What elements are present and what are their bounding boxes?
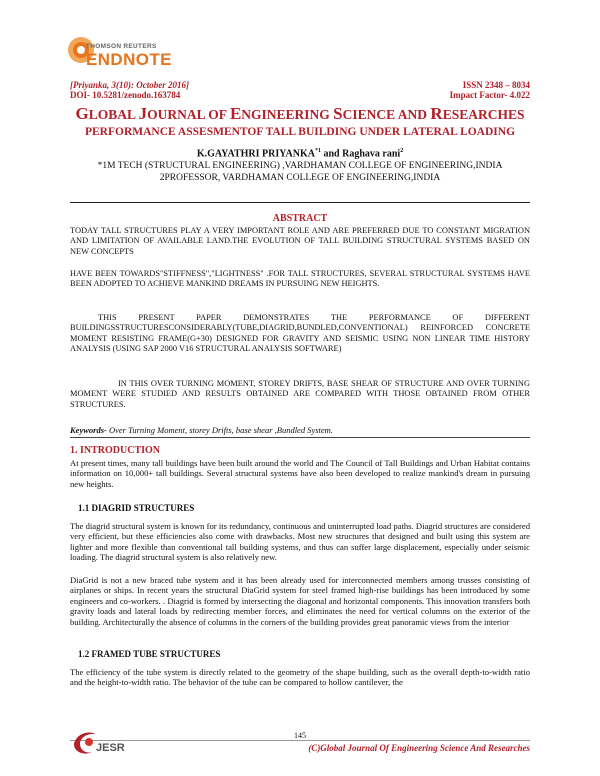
diagrid-paragraph-2: DiaGrid is not a new braced tube system and it has been already used for interconnected members among trusses consisting of airplanes or ships. In recent years the structural DiaGrid system for steel framed high-rise buildings has been introduced by some engineers and co-workers. . Diagrid is formed by intersecting the diagonal and horizontal components. This innovation transfers both gravity loads and lateral loads by redirecting member forces, and eliminates the need for vertical columns on the exterior of the building. Architecturally the absence of columns in the corners of the building provides great panoramic views from the interior	[70, 575, 530, 627]
affiliation-1: *1M TECH (STRUCTURAL ENGINEERING) ,VARDHAMAN COLLEGE OF ENGINEERING,INDIA	[97, 161, 503, 171]
header-divider	[70, 202, 530, 203]
introduction-text: At present times, many tall buildings have been built around the world and The Council of Tall Buildings and Urban Habitat contains information on 10,000+ tall buildings. Several structural systems have also been developed to realize mankind's dream in pursuing new heights.	[70, 458, 530, 489]
logo-publisher: THOMSON REUTERS	[86, 43, 157, 50]
citation: [Priyanka, 3(10): October 2016]	[70, 80, 189, 90]
section-introduction-title: 1. INTRODUCTION	[70, 445, 161, 456]
page-number: 145	[294, 731, 306, 740]
keywords: Keywords- Over Turning Moment, storey Drifts, base shear ,Bundled System.	[70, 425, 333, 435]
footer-copyright: (C)Global Journal Of Engineering Science And Researches	[308, 743, 530, 753]
abstract-paragraph-3: THIS PRESENT PAPER DEMONSTRATES THE PERFORMANCE OF DIFFERENT BUILDINGSSTRUCTURESCONSIDERABLY(TUBE,DIAGRID,BUNDLED,CONVENTIONAL) REINFORCED CONCRETE MOMENT RESISTING FRAME(G+30) DESIGNED FOR GRAVITY AND SEISMIC USING NON LINEAR TIME HISTORY ANALYSIS (USING SAP 2000 V16 STRUCTURAL ANALYSIS SOFTWARE)	[70, 313, 530, 354]
impact-factor: Impact Factor- 4.022	[449, 90, 530, 100]
endnote-logo	[66, 30, 186, 72]
abstract-paragraph-2: HAVE BEEN TOWARDS"STIFFNESS","LIGHTNESS" .FOR TALL STRUCTURES, SEVERAL STRUCTURAL SYSTEMS HAVE BEEN ADOPTED TO ACHIEVE MANKIND DREAMS IN PURSUING NEW HEIGHTS.	[70, 269, 530, 289]
doi: DOI- 10.5281/zenodo.163784	[70, 90, 181, 100]
abstract-heading: ABSTRACT	[272, 213, 328, 224]
diagrid-paragraph-1: The diagrid structural system is known for its redundancy, continuous and uninterrupted load paths. Diagrid structures are considered very efficient, but these efficiencies also come with drawbacks. Most new structures that designed and built using this system are lighter and more flexible than conventional tall building systems, and thus can suffer large displacement, especially under seismic loading. The diagrid structural system is also relatively new.	[70, 521, 530, 563]
abstract-paragraph-1: TODAY TALL STRUCTURES PLAY A VERY IMPORTANT ROLE AND ARE PREFERRED DUE TO CONSTANT MIGRATION AND LIMITATION OF AVAILABLE LAND.THE EVOLUTION OF TALL BUILDING STRUCTURAL SYSTEMS BASED ON NEW CONCEPTS	[70, 226, 530, 256]
authors: K.GAYATHRI PRIYANKA$^{*1}$ and Raghava rani$^2$	[196, 148, 404, 160]
affiliation-2: 2PROFESSOR, VARDHAMAN COLLEGE OF ENGINEERING,INDIA	[159, 173, 441, 183]
framed-tube-text: The efficiency of the tube system is directly related to the geometry of the shape building, such as the overall depth-to-width ratio and the height-to-width ratio. The behavior of the tube can be compared to hollow cantilever, the	[70, 667, 530, 688]
journal-title: GLOBAL JOURNAL OF ENGINEERING SCIENCE AND RESEARCHES	[75, 104, 525, 123]
jesr-logo-text: JESR	[96, 742, 125, 754]
issn: ISSN 2348 – 8034	[462, 80, 530, 90]
abstract-paragraph-4: IN THIS OVER TURNING MOMENT, STOREY DRIFTS, BASE SHEAR OF STRUCTURE AND OVER TURNING MOMENT WERE STUDIED AND RESULTS OBTAINED ARE COMPARED WITH THOSE OBTAINED FROM OTHER STRUCTURES.	[70, 379, 530, 409]
section-framed-tube-title: 1.2 FRAMED TUBE STRUCTURES	[78, 649, 221, 659]
keywords-divider	[70, 437, 530, 438]
section-diagrid-title: 1.1 DIAGRID STRUCTURES	[78, 503, 195, 513]
paper-title: PERFORMANCE ASSESMENTOF TALL BUILDING UNDER LATERAL LOADING	[84, 126, 516, 138]
logo-product: ENDNOTE	[86, 50, 172, 69]
